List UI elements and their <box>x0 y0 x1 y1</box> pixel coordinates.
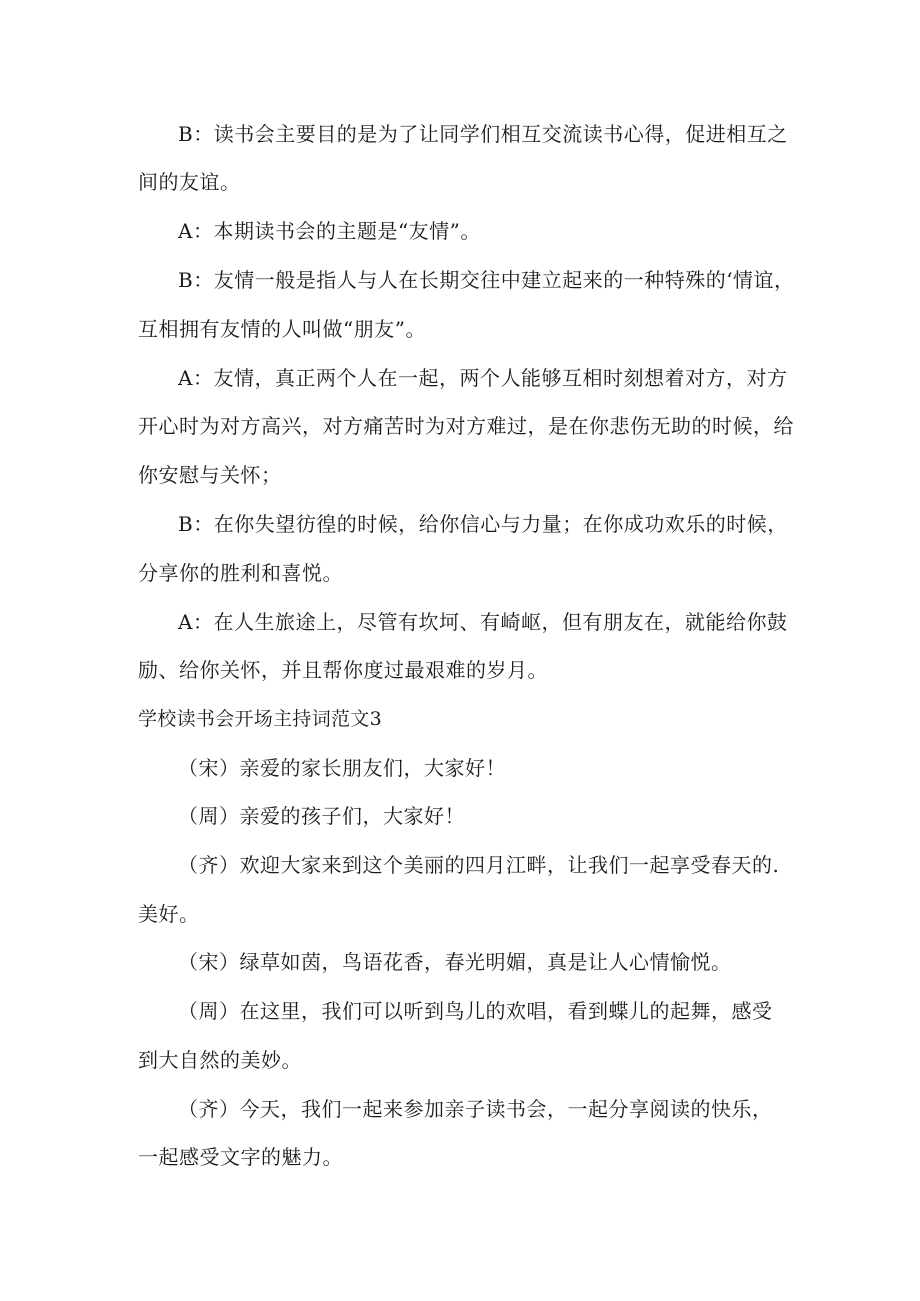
paragraph-line: （周）在这里，我们可以听到鸟儿的欢唱，看到蝶儿的起舞，感受 <box>178 999 773 1023</box>
paragraph-line: A：友情，真正两个人在一起，两个人能够互相时刻想着对方，对方 <box>178 366 788 390</box>
paragraph-line: 一起感受文字的魅力。 <box>138 1145 343 1169</box>
paragraph-line: 互相拥有友情的人叫做“朋友”。 <box>138 317 426 341</box>
paragraph-line: （宋）亲爱的家长朋友们，大家好！ <box>178 756 506 780</box>
paragraph-line: 你安慰与关怀； <box>138 463 282 487</box>
paragraph-line: （齐）今天，我们一起来参加亲子读书会，一起分享阅读的快乐， <box>178 1097 773 1121</box>
paragraph-line: B：在你失望彷徨的时候，给你信心与力量；在你成功欢乐的时候， <box>178 512 788 536</box>
paragraph-line: 到大自然的美妙。 <box>138 1048 302 1072</box>
paragraph-line: （周）亲爱的孩子们，大家好！ <box>178 804 465 828</box>
paragraph-line: （齐）欢迎大家来到这个美丽的四月江畔，让我们一起享受春天的. <box>178 853 780 877</box>
paragraph-line: B：友情一般是指人与人在长期交往中建立起来的一种特殊的‘情谊， <box>178 268 795 292</box>
paragraph-line: （宋）绿草如茵，鸟语花香，春光明媚，真是让人心情愉悦。 <box>178 950 732 974</box>
paragraph-line: 励、给你关怀，并且帮你度过最艰难的岁月。 <box>138 658 548 682</box>
paragraph-line: B：读书会主要目的是为了让同学们相互交流读书心得，促进相互之 <box>178 122 788 146</box>
paragraph-line: 分享你的胜利和喜悦。 <box>138 561 343 585</box>
section-heading: 学校读书会开场主持词范文3 <box>138 708 382 730</box>
paragraph-line: 美好。 <box>138 902 200 926</box>
paragraph-line: A：本期读书会的主题是“友情”。 <box>178 219 481 243</box>
paragraph-line: A：在人生旅途上，尽管有坎坷、有崎岖，但有朋友在，就能给你鼓 <box>178 610 788 634</box>
paragraph-line: 间的友谊。 <box>138 170 241 194</box>
paragraph-line: 开心时为对方高兴，对方痛苦时为对方难过，是在你悲伤无助的时候，给 <box>138 414 794 438</box>
